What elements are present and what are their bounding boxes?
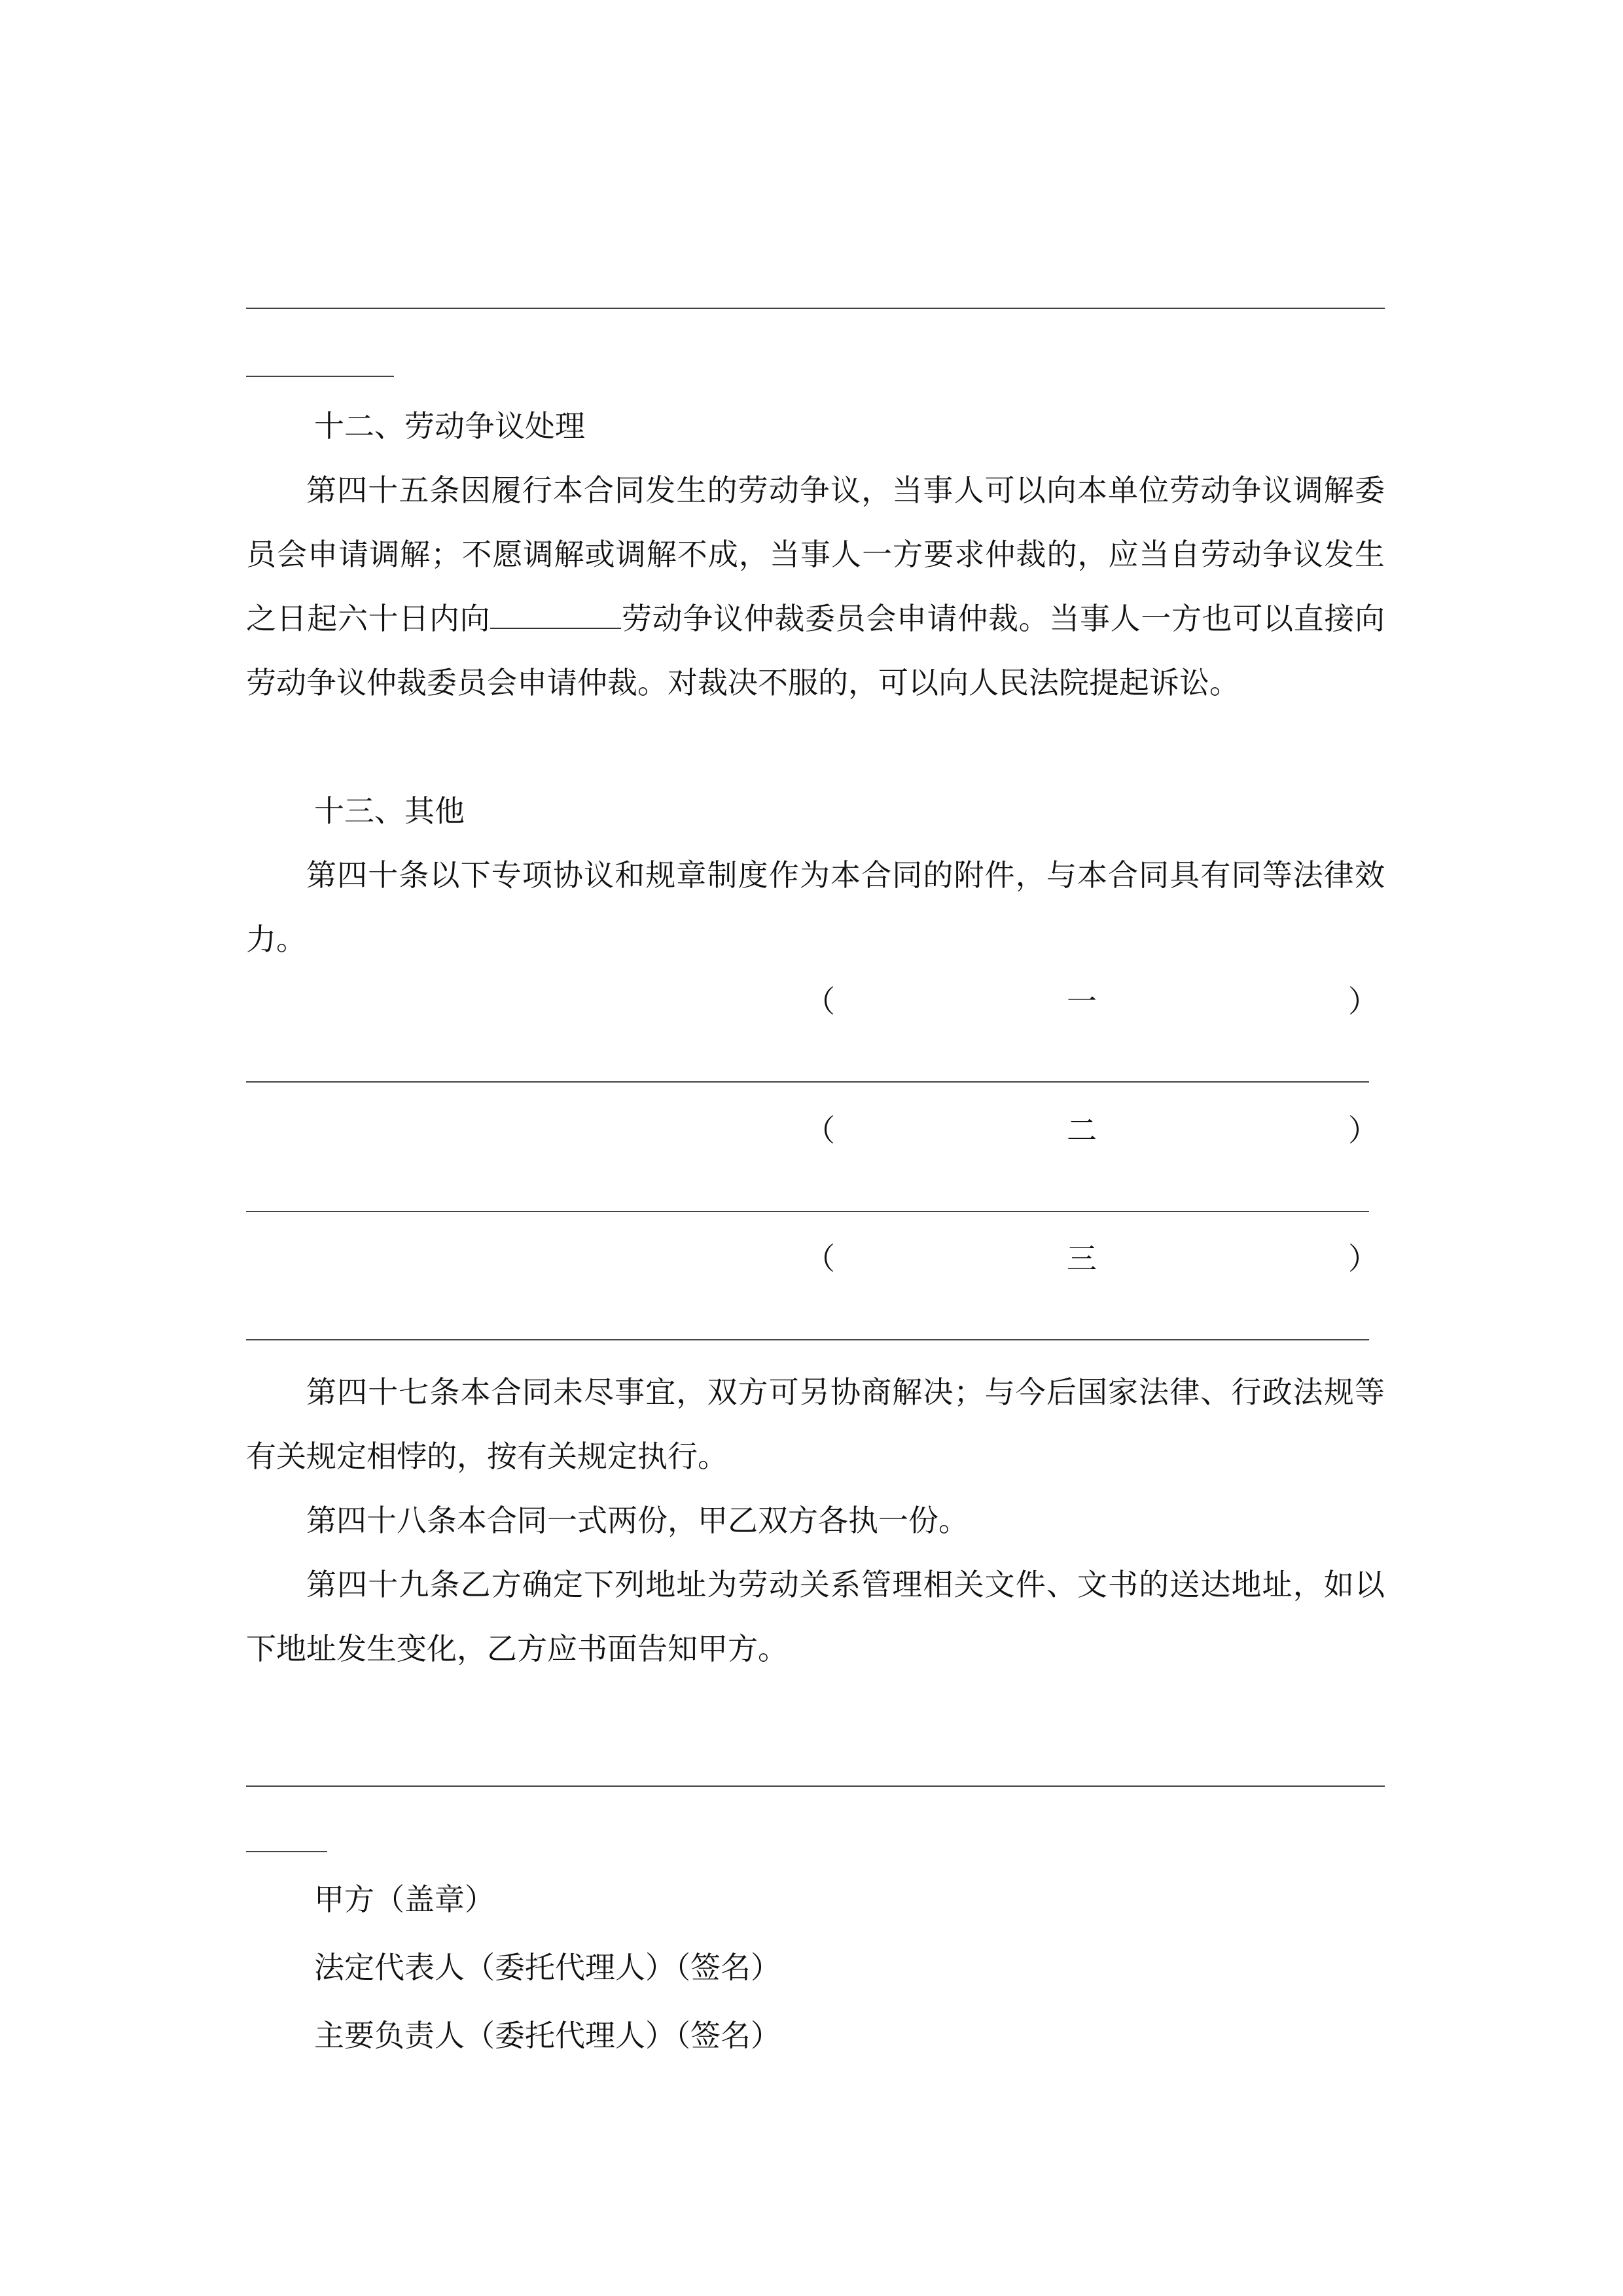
arbitration-committee-blank[interactable] xyxy=(490,601,621,629)
article-48: 第四十八条本合同一式两份，甲乙双方各执一份。 xyxy=(306,1503,969,1538)
paren-open: （ xyxy=(805,1113,835,1148)
principal-signature: 主要负责人（委托代理人）（签名） xyxy=(314,2018,781,2053)
paren-close: ） xyxy=(1348,1113,1378,1148)
article-45-text-part2: 劳动争议仲裁委员会申请仲裁。当事人一方也可以直接向劳动争议仲裁委员会申请仲裁。对裁决不服的，可以向人民法院提起诉讼。 xyxy=(246,601,1385,700)
fill-in-line-short[interactable] xyxy=(246,376,394,377)
attachment-row-2 xyxy=(805,1111,1378,1150)
attachment-number: 三 xyxy=(1067,1241,1097,1276)
section-heading-12: 十二、劳动争议处理 xyxy=(314,408,585,444)
article-47: 第四十七条本合同未尽事宜，双方可另协商解决；与今后国家法律、行政法规等有关规定相悖的，按有关规定执行。 xyxy=(246,1374,1385,1474)
section-heading-13: 十三、其他 xyxy=(314,793,465,829)
attachment-number: 一 xyxy=(1067,984,1097,1019)
article-45-text-part1: 第四十五条因履行本合同发生的劳动争议，当事人可以向本单位劳动争议调解委员会申请调解；不愿调解或调解不成，当事人一方要求仲裁的，应当自劳动争议发生之日起六十日内向 xyxy=(246,473,1385,636)
party-a-seal: 甲方（盖章） xyxy=(314,1882,495,1917)
legal-representative-signature: 法定代表人（委托代理人）（签名） xyxy=(314,1950,781,1985)
article-49: 第四十九条乙方确定下列地址为劳动关系管理相关文件、文书的送达地址，如以下地址发生变化，乙方应书面告知甲方。 xyxy=(246,1567,1385,1666)
address-line-short[interactable] xyxy=(246,1851,327,1852)
attachment-row-3 xyxy=(805,1239,1378,1278)
paren-open: （ xyxy=(805,1241,835,1276)
paren-open: （ xyxy=(805,984,835,1019)
paren-close: ） xyxy=(1348,984,1378,1019)
address-line[interactable] xyxy=(246,1785,1385,1787)
attachment-line-3[interactable] xyxy=(246,1339,1369,1340)
attachment-row-1 xyxy=(805,982,1378,1021)
article-40: 第四十条以下专项协议和规章制度作为本合同的附件，与本合同具有同等法律效力。 xyxy=(246,857,1385,957)
attachment-number: 二 xyxy=(1067,1113,1097,1148)
attachment-line-2[interactable] xyxy=(246,1211,1369,1212)
article-45 xyxy=(246,458,1385,715)
paren-close: ） xyxy=(1348,1241,1378,1276)
fill-in-line[interactable] xyxy=(246,308,1385,309)
attachment-line-1[interactable] xyxy=(246,1081,1369,1083)
